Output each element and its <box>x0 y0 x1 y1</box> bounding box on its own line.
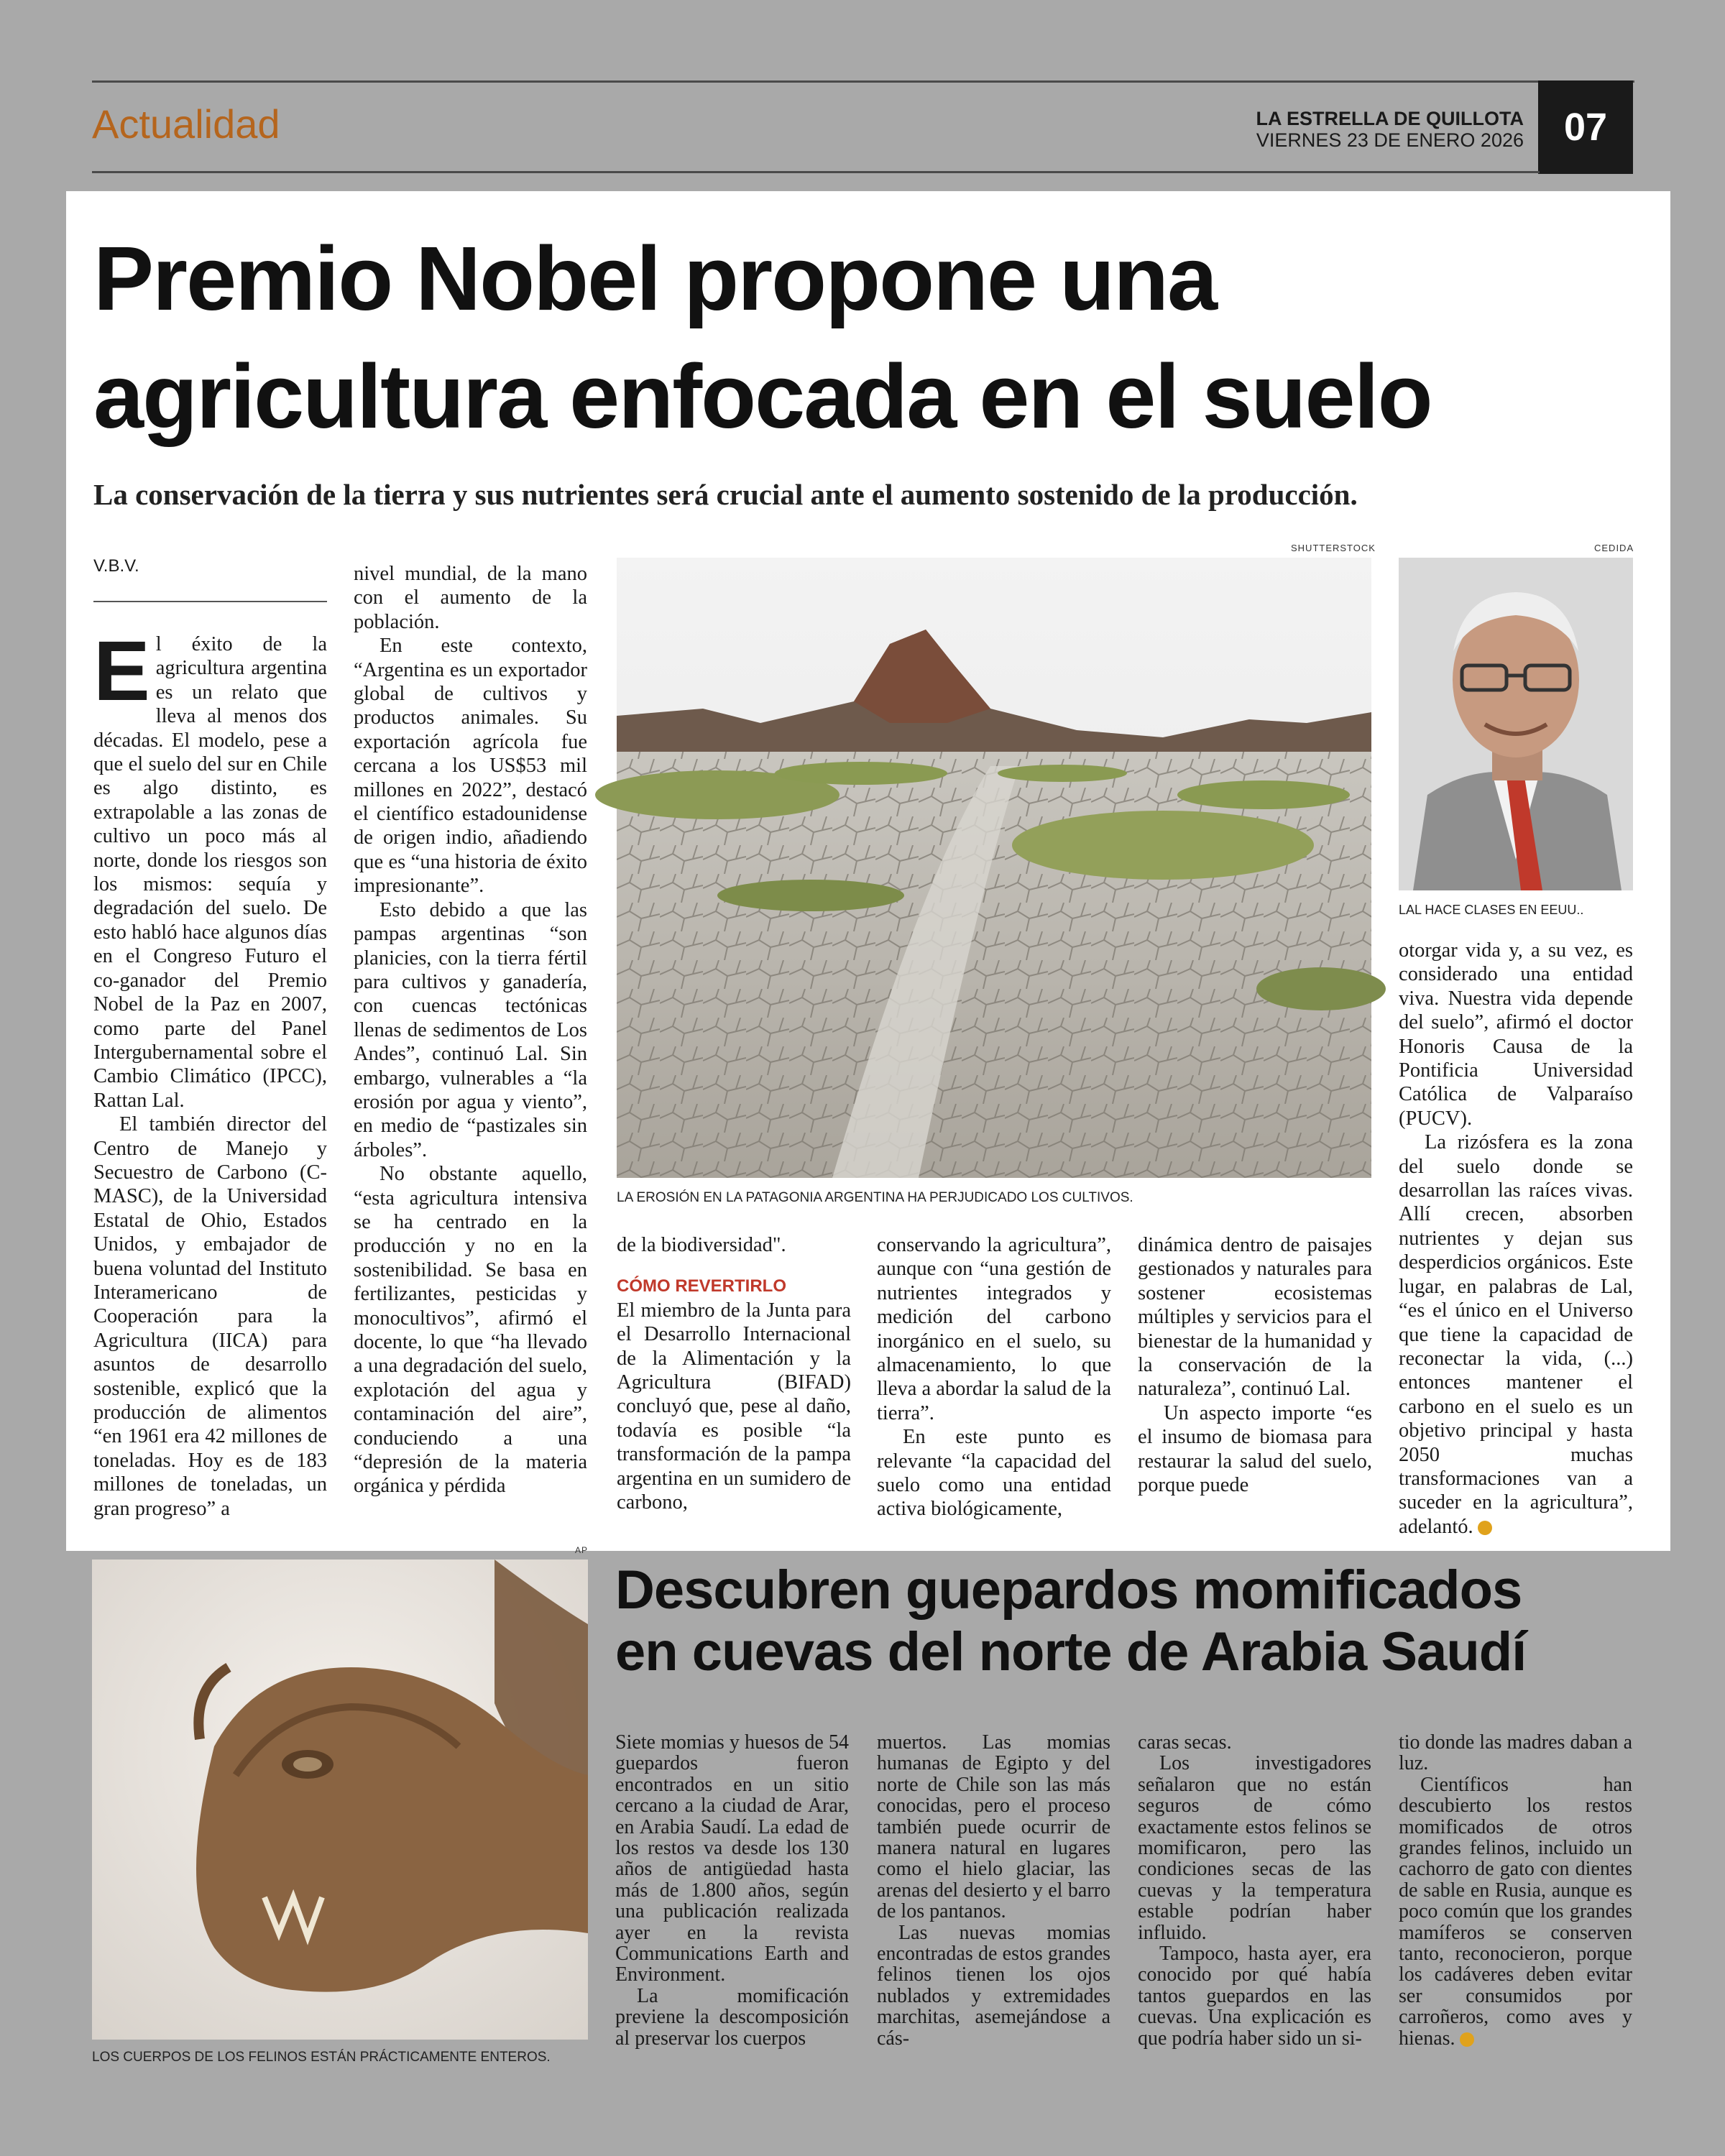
drop-cap: E <box>93 624 150 719</box>
article-column-1 <box>615 1732 849 2070</box>
paragraph: conservando la agricultura”, aunque con “una gestión de nutrientes integrados y medición del carbono inorgánico en el suelo, su almacenamiento, lo que lleva a abordar la salud de la tierra”. <box>877 1234 1112 1424</box>
end-of-article-icon <box>1460 2032 1474 2047</box>
erosion-photo <box>617 558 1371 1178</box>
section-label: Actualidad <box>92 101 280 147</box>
paragraph <box>1399 1130 1633 1539</box>
portrait-photo <box>1399 558 1633 890</box>
masthead <box>1256 108 1524 151</box>
paragraph: En este contexto, “Argentina es un exportador global de cultivos y productos animales. Su exportación agrícola fue cercana a los US$53 mil millones en 2022”, destacó el científico estadounidense de origen indio, añadiendo que es “una historia de éxito impresionante”. <box>354 635 587 898</box>
headline-line-1: Descubren guepardos momificados <box>615 1560 1522 1621</box>
paragraph: El miembro de la Junta para el Desarrollo Internacional de la Alimentación y la Agricultura (BIFAD) concluyó que, pese al daño, todavía es posible “la transformación de la pampa argentina en un sumidero de carbono, <box>617 1299 851 1514</box>
photo-credit: SHUTTERSTOCK <box>1291 543 1376 553</box>
photo-caption: LAL HACE CLASES EN EEUU.. <box>1399 903 1584 917</box>
mummy-illustration <box>92 1560 588 2040</box>
paragraph-text: La rizósfera es la zona del suelo donde se desarrollan las raíces vivas. Allí crecen, absorben nutrientes y dejan sus desperdicios orgánicos. Este lugar, en palabras de Lal, “es el único en el Universo que tiene la capacidad de reconectar la vida, (...) entonces mantener el carbono en el suelo es un objetivo principal y hasta 2050 muchas transformaciones van a suceder en la agricultura”, adelantó. <box>1399 1131 1633 1538</box>
paragraph: l éxito de la agricultura argentina es un relato que lleva al menos dos décadas. El modelo, pese a que el suelo del sur en Chile es algo distinto, es extrapolable a las zonas de cultivo un poco más al norte, donde los riesgos son los mismos: sequía y degradación del suelo. De esto habló hace algunos días en el Congreso Futuro el co-ganador del Premio Nobel de la Paz en 2007, como parte del Panel Intergubernamental sobre el Cambio Climático (IPCC), Rattan Lal. <box>93 633 327 1112</box>
paragraph: Las nuevas momias encontradas de estos grandes felinos tienen los ojos nublados y extremidades marchitas, asemejándose a cás- <box>877 1921 1110 2050</box>
issue-date: VIERNES 23 DE ENERO 2026 <box>1256 129 1524 151</box>
header-top-rule <box>92 80 1634 83</box>
article-column-2 <box>877 1732 1110 2070</box>
paragraph-text: Científicos han descubierto los restos momificados de otros grandes felinos, incluido un cachorro de gato con dientes de sable en Rusia, aunque es poco común que los grandes mamíferos se conserven tanto, reconocieron, porque los cadáveres deben evitar ser consumidos por carroñeros, como aves y hienas. <box>1399 1773 1632 2050</box>
landscape-illustration <box>617 558 1371 1178</box>
portrait-illustration <box>1399 558 1633 890</box>
article-column-4 <box>1399 1732 1632 2070</box>
paragraph: Un aspecto importe “es el insumo de biomasa para restaurar la salud del suelo, porque puede <box>1138 1401 1372 1497</box>
photo-credit: AP <box>575 1545 589 1555</box>
photo-credit: CEDIDA <box>1594 543 1634 553</box>
article-column-3 <box>1138 1732 1371 2070</box>
paragraph: dinámica dentro de paisajes gestionados y naturales para sostener ecosistemas múltiples y servicios para el bienestar de la humanidad y la conservación de la naturaleza”, continuó Lal. <box>1138 1234 1372 1401</box>
article-column-2 <box>354 562 587 1525</box>
paragraph: otorgar vida y, a su vez, es considerado una entidad viva. Nuestra vida depende del suelo”, afirmó el doctor Honoris Causa de la Pontificia Universidad Católica de Valparaíso (PUCV). <box>1399 939 1633 1130</box>
article-column-1 <box>93 624 327 1524</box>
header-bottom-rule <box>92 171 1540 173</box>
cheetah-mummy-photo <box>92 1560 588 2040</box>
paragraph: caras secas. <box>1138 1731 1232 1754</box>
paragraph: nivel mundial, de la mano con el aumento de la población. <box>354 563 587 633</box>
paragraph: La momificación previene la descomposición al preservar los cuerpos <box>615 1984 849 2050</box>
paragraph <box>1399 1774 1632 2049</box>
paragraph: de la biodiversidad". <box>617 1234 786 1256</box>
photo-caption: LA EROSIÓN EN LA PATAGONIA ARGENTINA HA PERJUDICADO LOS CULTIVOS. <box>617 1190 1133 1205</box>
article-column-4 <box>877 1233 1111 1524</box>
paragraph: Tampoco, hasta ayer, era conocido por qué había tantos guepardos en las cuevas. Una explicación es que podría haber sido un si- <box>1138 1943 1371 2050</box>
paragraph: Esto debido a que las pampas argentinas “son planicies, con la tierra fértil para cultivos y ganadería, con cuencas tectónicas llenas de sedimentos de Los Andes”, continuó Lal. Sin embargo, vulnerables a “la erosión por agua y viento”, en medio de “pastizales sin árboles”. <box>354 898 587 1161</box>
paragraph: En este punto es relevante “la capacidad del suelo como una entidad activa biológicamente, <box>877 1426 1111 1521</box>
byline-rule <box>93 601 327 602</box>
headline-line-1: Premio Nobel propone una <box>93 228 1217 329</box>
article-column-5 <box>1138 1233 1372 1524</box>
paragraph: muertos. Las momias humanas de Egipto y del norte de Chile son las más conocidas, pero el proceso también puede ocurrir de manera natural en lugares como el hielo glaciar, las arenas del desierto y el barro de los pantanos. <box>877 1731 1110 1923</box>
paragraph: No obstante aquello, “esta agricultura intensiva se ha centrado en la producción y no en la sostenibilidad. Se basa en fertilizantes, pesticidas y monocultivos”, afirmó el docente, lo que “ha llevado a una degradación del suelo, explotación del agua y contaminación del aire”, conduciendo a una “depresión de la materia orgánica y pérdida <box>354 1163 587 1498</box>
headline-line-2: agricultura enfocada en el suelo <box>93 346 1432 447</box>
page-number: 07 <box>1538 80 1633 174</box>
article-headline <box>93 220 1646 456</box>
paragraph: Los investigadores señalaron que no están seguros de cómo exactamente estos felinos se momificaron, pero las condiciones secas de las cuevas y la temperatura estable podrían haber influido. <box>1138 1752 1371 1944</box>
article-column-3 <box>617 1233 851 1524</box>
paragraph: tio donde las madres daban a luz. <box>1399 1731 1632 1775</box>
headline-line-2: en cuevas del norte de Arabia Saudí <box>615 1621 1527 1682</box>
byline: V.B.V. <box>93 556 139 576</box>
paragraph: Siete momias y huesos de 54 guepardos fueron encontrados en un sitio cercano a la ciudad de Arar, en Arabia Saudí. La edad de los restos va desde los 130 años de antigüedad hasta más de 1.800 años, según una publicación realizada ayer en la revista Communications Earth and Environment. <box>615 1731 849 1986</box>
end-of-article-icon <box>1478 1521 1492 1535</box>
article-subhead: La conservación de la tierra y sus nutrientes será crucial ante el aumento sostenido de la producción. <box>93 478 1358 511</box>
newspaper-name: LA ESTRELLA DE QUILLOTA <box>1256 108 1524 129</box>
section-subtitle: CÓMO REVERTIRLO <box>617 1276 787 1296</box>
photo-caption: LOS CUERPOS DE LOS FELINOS ESTÁN PRÁCTICAMENTE ENTEROS. <box>92 2050 551 2065</box>
paragraph: El también director del Centro de Manejo y Secuestro de Carbono (C-MASC), de la Universidad Estatal de Ohio, Estados Unidos, y embajador de buena voluntad del Instituto Interamericano de Cooperación para la Agricultura (IICA) para asuntos de desarrollo sostenible, explicó que la producción de alimentos “en 1961 era 42 millones de toneladas. Hoy es de 183 millones de toneladas, un gran progreso” a <box>93 1113 327 1520</box>
article-column-6 <box>1399 939 1633 1538</box>
article-headline <box>615 1560 1622 1683</box>
